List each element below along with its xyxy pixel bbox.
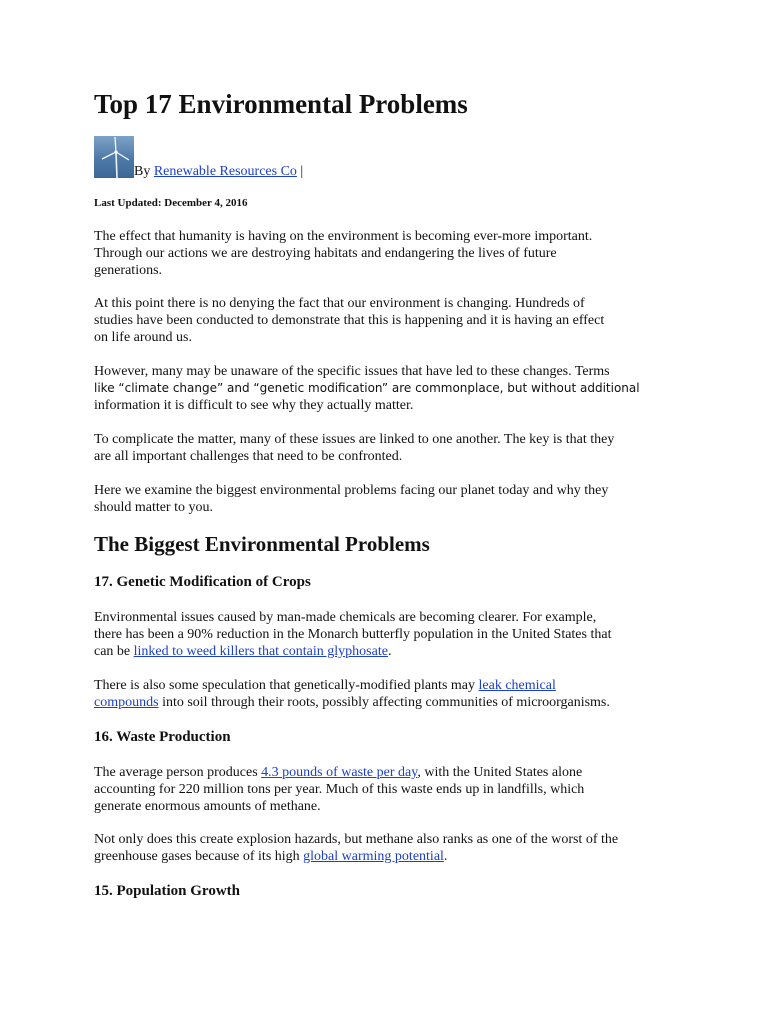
wind-turbine-icon[interactable] bbox=[94, 136, 134, 178]
intro-paragraph-1 bbox=[94, 228, 679, 279]
text-run: greenhouse gases because of its high bbox=[94, 849, 304, 864]
intro-paragraph-3 bbox=[94, 363, 679, 414]
global-warming-potential-link[interactable]: global warming potential bbox=[303, 849, 444, 864]
text-line bbox=[94, 848, 679, 865]
text-line: However, many may be unaware of the specific issues that have led to these changes. Terms bbox=[94, 364, 610, 379]
text-line bbox=[94, 764, 679, 781]
text-line: there has been a 90% reduction in the Monarch butterfly population in the United States that bbox=[94, 627, 612, 642]
text-line: on life around us. bbox=[94, 330, 192, 345]
text-line: Environmental issues caused by man-made chemicals are becoming clearer. For example, bbox=[94, 610, 597, 625]
author-link[interactable]: Renewable Resources Co bbox=[153, 164, 297, 179]
text-line: Not only does this create explosion hazards, but methane also ranks as one of the worst of the bbox=[94, 832, 619, 847]
text-line: generate enormous amounts of methane. bbox=[94, 799, 321, 814]
text-run: . bbox=[387, 644, 392, 659]
text-line: studies have been conducted to demonstrate that this is happening and it is having an effect bbox=[94, 313, 605, 328]
compounds-link[interactable]: compounds bbox=[94, 695, 159, 710]
glyphosate-link[interactable]: linked to weed killers that contain glyphosate bbox=[133, 644, 388, 659]
text-run: The average person produces bbox=[94, 765, 262, 780]
text-run: , with the United States alone bbox=[417, 765, 583, 780]
text-line: information it is difficult to see why they actually matter. bbox=[94, 398, 414, 413]
text-line bbox=[94, 694, 679, 711]
s17-paragraph-1 bbox=[94, 609, 679, 660]
leak-chemical-link[interactable]: leak chemical bbox=[478, 678, 556, 693]
page-title: Top 17 Environmental Problems bbox=[94, 89, 468, 119]
s16-paragraph-2 bbox=[94, 831, 679, 865]
text-run: There is also some speculation that genetically-modified plants may bbox=[94, 678, 479, 693]
text-line: At this point there is no denying the fact that our environment is changing. Hundreds of bbox=[94, 296, 585, 311]
text-line: should matter to you. bbox=[94, 500, 213, 515]
s17-paragraph-2 bbox=[94, 677, 679, 711]
heading-15-population-growth: 15. Population Growth bbox=[94, 883, 240, 899]
text-line: generations. bbox=[94, 263, 163, 278]
byline-separator: | bbox=[296, 164, 304, 179]
section-title: The Biggest Environmental Problems bbox=[94, 532, 430, 556]
heading-17-genetic-modification: 17. Genetic Modification of Crops bbox=[94, 574, 311, 590]
text-line: accounting for 220 million tons per year. Much of this waste ends up in landfills, which bbox=[94, 782, 585, 797]
text-run: can be bbox=[94, 644, 134, 659]
text-line: Here we examine the biggest environmental problems facing our planet today and why they bbox=[94, 483, 609, 498]
intro-paragraph-5 bbox=[94, 482, 679, 516]
text-line: are all important challenges that need to be confronted. bbox=[94, 449, 403, 464]
text-line: To complicate the matter, many of these issues are linked to one another. The key is that they bbox=[94, 432, 615, 447]
text-line: The effect that humanity is having on the environment is becoming ever-more important. bbox=[94, 229, 593, 244]
waste-per-day-link[interactable]: 4.3 pounds of waste per day bbox=[261, 765, 418, 780]
last-updated: Last Updated: December 4, 2016 bbox=[94, 197, 248, 209]
byline-text bbox=[134, 163, 303, 180]
text-run: into soil through their roots, possibly affecting communities of microorganisms. bbox=[158, 695, 610, 710]
intro-paragraph-2 bbox=[94, 295, 679, 346]
byline-prefix: By bbox=[134, 164, 154, 179]
text-line bbox=[94, 677, 679, 694]
intro-paragraph-4 bbox=[94, 431, 679, 465]
text-line bbox=[94, 643, 679, 660]
text-line: Through our actions we are destroying habitats and endangering the lives of future bbox=[94, 246, 557, 261]
text-line: like “climate change” and “genetic modification” are commonplace, but without additional bbox=[94, 381, 640, 395]
s16-paragraph-1 bbox=[94, 764, 679, 815]
text-run: . bbox=[443, 849, 448, 864]
heading-16-waste-production: 16. Waste Production bbox=[94, 729, 231, 745]
